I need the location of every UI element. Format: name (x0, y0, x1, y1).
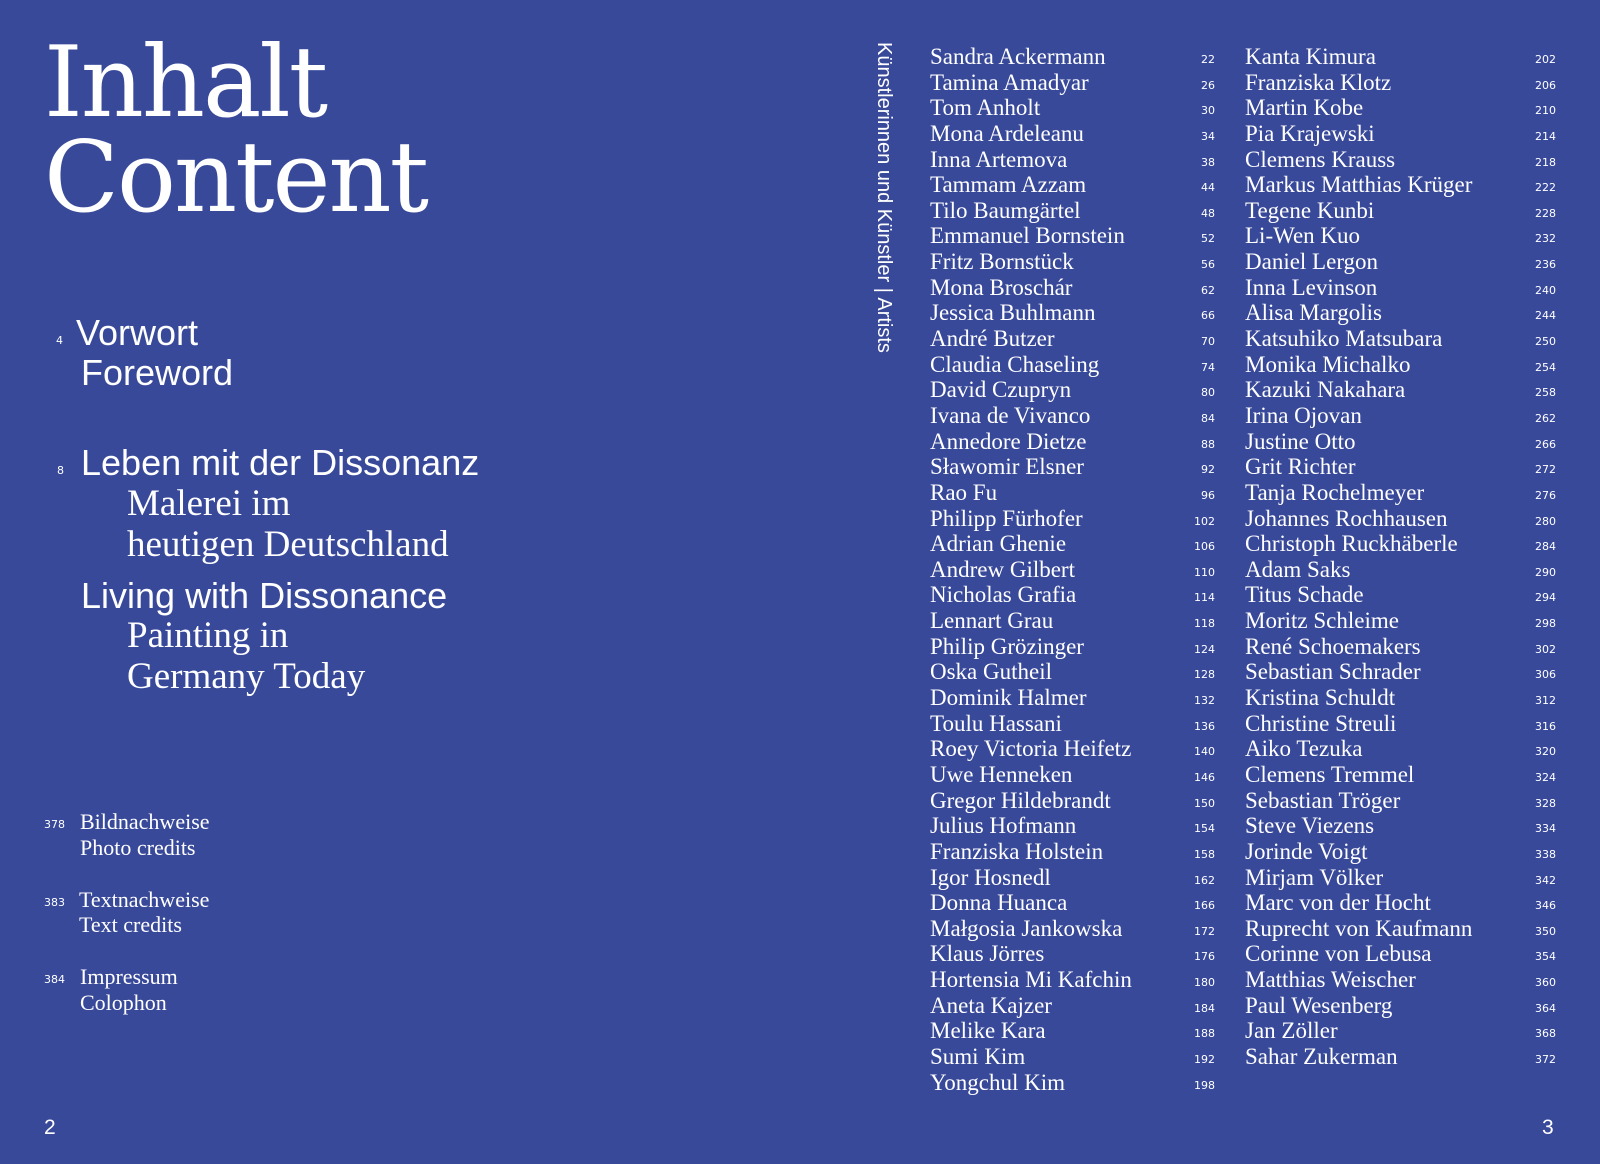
appendix-page-number: 383 (44, 896, 65, 909)
artist-entry[interactable] (1245, 275, 1556, 301)
artist-entry[interactable] (930, 326, 1215, 352)
artist-name: Annedore Dietze (930, 428, 1087, 454)
artist-page-number: 38 (1201, 155, 1215, 169)
artist-page-number: 48 (1201, 206, 1215, 220)
artist-name: Pia Krajewski (1245, 120, 1375, 146)
artist-entry[interactable] (1245, 480, 1556, 506)
artist-name: Johannes Rochhausen (1245, 505, 1448, 531)
artist-page-number: 172 (1194, 924, 1215, 938)
artist-name: Li-Wen Kuo (1245, 223, 1361, 249)
essay-subtitle-de-1: Malerei im (127, 483, 291, 524)
artist-entry[interactable] (1245, 839, 1556, 865)
artist-name: Marc von der Hocht (1245, 890, 1431, 916)
artist-entry[interactable] (1245, 147, 1556, 173)
essay-subtitle-de-2: heutigen Deutschland (127, 524, 449, 565)
artist-name: Ruprecht von Kaufmann (1245, 915, 1473, 941)
artist-page-number: 74 (1201, 360, 1215, 374)
artist-page-number: 290 (1535, 565, 1556, 579)
artist-page-number: 266 (1535, 437, 1556, 451)
artist-entry[interactable] (930, 711, 1215, 737)
artist-entry[interactable] (1245, 1044, 1556, 1070)
artist-page-number: 328 (1535, 796, 1556, 810)
artist-entry[interactable] (930, 865, 1215, 891)
artist-page-number: 342 (1535, 873, 1556, 887)
artist-name: René Schoemakers (1245, 633, 1421, 659)
artist-entry[interactable] (930, 454, 1215, 480)
artist-page-number: 154 (1194, 822, 1215, 836)
artist-page-number: 80 (1201, 386, 1215, 400)
artist-entry[interactable] (930, 121, 1215, 147)
artists-column-1 (930, 44, 1215, 1095)
artist-entry[interactable] (930, 993, 1215, 1019)
artist-page-number: 192 (1194, 1052, 1215, 1066)
artists-column-2 (1245, 44, 1556, 1070)
artist-name: Katsuhiko Matsubara (1245, 326, 1443, 352)
artist-name: Kristina Schuldt (1245, 685, 1396, 711)
artist-name: Claudia Chaseling (930, 351, 1100, 377)
artist-page-number: 232 (1535, 232, 1556, 246)
artist-entry[interactable] (930, 429, 1215, 455)
artist-page-number: 198 (1194, 1078, 1215, 1092)
artist-page-number: 66 (1201, 309, 1215, 323)
artist-name: Sandra Ackermann (930, 44, 1106, 69)
artist-entry[interactable] (1245, 762, 1556, 788)
artist-name: Aneta Kajzer (930, 992, 1052, 1018)
essay-title-de: Leben mit der Dissonanz (81, 442, 480, 483)
artist-page-number: 214 (1535, 129, 1556, 143)
artist-entry[interactable] (930, 44, 1215, 70)
artist-name: Igor Hosnedl (930, 864, 1051, 890)
artist-page-number: 84 (1201, 411, 1215, 425)
artist-page-number: 254 (1535, 360, 1556, 374)
artist-name: Kazuki Nakahara (1245, 377, 1406, 403)
artist-page-number: 218 (1535, 155, 1556, 169)
artist-page-number: 228 (1535, 206, 1556, 220)
artist-page-number: 106 (1194, 540, 1215, 554)
artist-name: Alisa Margolis (1245, 300, 1382, 326)
artist-entry[interactable] (930, 608, 1215, 634)
artist-page-number: 92 (1201, 463, 1215, 477)
artist-entry[interactable] (1245, 993, 1556, 1019)
artist-name: Tammam Azzam (930, 172, 1087, 198)
artist-name: Christoph Ruckhäberle (1245, 531, 1458, 557)
artist-entry[interactable] (1245, 454, 1556, 480)
artist-name: Clemens Krauss (1245, 146, 1396, 172)
artist-name: Clemens Tremmel (1245, 761, 1415, 787)
artist-name: Franziska Klotz (1245, 69, 1392, 95)
artist-page-number: 244 (1535, 309, 1556, 323)
artist-name: Toulu Hassani (930, 710, 1062, 736)
foreword-title-en: Foreword (81, 352, 234, 393)
artist-name: Kanta Kimura (1245, 44, 1376, 69)
artist-entry[interactable] (930, 659, 1215, 685)
artist-page-number: 62 (1201, 283, 1215, 297)
artist-name: Tom Anholt (930, 95, 1041, 121)
artist-page-number: 324 (1535, 770, 1556, 784)
artist-entry[interactable] (930, 352, 1215, 378)
artist-entry[interactable] (930, 736, 1215, 762)
artist-name: Tegene Kunbi (1245, 197, 1375, 223)
artist-entry[interactable] (1245, 557, 1556, 583)
artist-page-number: 284 (1535, 540, 1556, 554)
artist-name: Sławomir Elsner (930, 454, 1084, 480)
artist-entry[interactable] (1245, 967, 1556, 993)
page-title (44, 26, 427, 235)
artist-entry[interactable] (930, 70, 1215, 96)
artist-entry[interactable] (1245, 95, 1556, 121)
artist-name: Sebastian Tröger (1245, 787, 1401, 813)
artist-page-number: 26 (1201, 78, 1215, 92)
artist-page-number: 302 (1535, 642, 1556, 656)
artist-name: Philip Grözinger (930, 633, 1084, 659)
artist-name: Aiko Tezuka (1245, 736, 1363, 762)
artist-name: Christine Streuli (1245, 710, 1397, 736)
artist-name: Inna Levinson (1245, 274, 1378, 300)
artist-name: Adrian Ghenie (930, 531, 1067, 557)
artist-name: Oska Gutheil (930, 659, 1053, 685)
artist-entry[interactable] (1245, 634, 1556, 660)
artist-page-number: 210 (1535, 104, 1556, 118)
artist-entry[interactable] (1245, 531, 1556, 557)
artist-name: David Czupryn (930, 377, 1072, 403)
artist-entry[interactable] (1245, 506, 1556, 532)
artist-page-number: 146 (1194, 770, 1215, 784)
artist-entry[interactable] (1245, 403, 1556, 429)
artist-entry[interactable] (930, 223, 1215, 249)
artist-page-number: 294 (1535, 591, 1556, 605)
artist-entry[interactable] (930, 762, 1215, 788)
artist-name: Markus Matthias Krüger (1245, 172, 1473, 198)
artist-name: Małgosia Jankowska (930, 915, 1123, 941)
artist-page-number: 132 (1194, 694, 1215, 708)
artist-entry[interactable] (930, 403, 1215, 429)
artist-name: Monika Michalko (1245, 351, 1411, 377)
artist-entry[interactable] (930, 634, 1215, 660)
artist-page-number: 162 (1194, 873, 1215, 887)
artist-entry[interactable] (1245, 377, 1556, 403)
artist-page-number: 360 (1535, 976, 1556, 990)
artist-page-number: 158 (1194, 847, 1215, 861)
artist-entry[interactable] (930, 480, 1215, 506)
essay-title-en: Living with Dissonance (81, 575, 448, 616)
artist-name: Emmanuel Bornstein (930, 223, 1125, 249)
artist-page-number: 110 (1194, 565, 1215, 579)
artist-page-number: 140 (1194, 745, 1215, 759)
artist-page-number: 206 (1535, 78, 1556, 92)
artist-name: Irina Ojovan (1245, 402, 1362, 428)
artist-page-number: 298 (1535, 617, 1556, 631)
artist-name: Donna Huanca (930, 890, 1068, 916)
artist-name: Sahar Zukerman (1245, 1043, 1398, 1069)
artist-name: Corinne von Lebusa (1245, 941, 1432, 967)
appendix-title-de: Bildnachweise (80, 809, 210, 834)
artist-entry[interactable] (930, 685, 1215, 711)
artist-page-number: 272 (1535, 463, 1556, 477)
artist-page-number: 114 (1194, 591, 1215, 605)
artist-entry[interactable] (1245, 788, 1556, 814)
artist-name: Gregor Hildebrandt (930, 787, 1111, 813)
artist-page-number: 44 (1201, 181, 1215, 195)
artist-name: Steve Viezens (1245, 813, 1375, 839)
appendix-title-de: Impressum (80, 964, 178, 989)
artist-entry[interactable] (1245, 736, 1556, 762)
artist-page-number: 258 (1535, 386, 1556, 400)
artist-entry[interactable] (930, 275, 1215, 301)
artist-name: Sebastian Schrader (1245, 659, 1421, 685)
artist-name: Adam Saks (1245, 556, 1351, 582)
artist-entry[interactable] (1245, 198, 1556, 224)
artist-entry[interactable] (930, 813, 1215, 839)
artist-page-number: 96 (1201, 488, 1215, 502)
folio-right: 3 (1542, 1116, 1554, 1139)
artist-page-number: 22 (1201, 53, 1215, 66)
artist-name: Jan Zöller (1245, 1018, 1338, 1044)
artist-entry[interactable] (1245, 223, 1556, 249)
artist-entry[interactable] (1245, 890, 1556, 916)
artist-page-number: 334 (1535, 822, 1556, 836)
artist-name: Mona Broschár (930, 274, 1073, 300)
artist-page-number: 188 (1194, 1027, 1215, 1041)
artist-page-number: 364 (1535, 1001, 1556, 1015)
artist-name: Lennart Grau (930, 608, 1054, 634)
artist-page-number: 70 (1201, 335, 1215, 349)
artist-name: Tanja Rochelmeyer (1245, 479, 1425, 505)
artist-name: Mirjam Völker (1245, 864, 1384, 890)
artist-page-number: 312 (1535, 694, 1556, 708)
artist-name: Tilo Baumgärtel (930, 197, 1081, 223)
artist-entry[interactable] (1245, 941, 1556, 967)
artist-name: Jorinde Voigt (1245, 838, 1368, 864)
artist-page-number: 280 (1535, 514, 1556, 528)
artist-entry[interactable] (930, 531, 1215, 557)
artist-entry[interactable] (930, 582, 1215, 608)
artist-entry[interactable] (930, 1018, 1215, 1044)
artist-page-number: 306 (1535, 668, 1556, 682)
title-german: Inhalt (44, 26, 327, 140)
artist-page-number: 150 (1194, 796, 1215, 810)
artist-entry[interactable] (1245, 249, 1556, 275)
artist-page-number: 30 (1201, 104, 1215, 118)
artist-name: Roey Victoria Heifetz (930, 736, 1132, 762)
artists-section-label: Künstlerinnen und Künstler | Artists (873, 42, 895, 353)
artist-name: Sumi Kim (930, 1043, 1026, 1069)
artist-entry[interactable] (930, 890, 1215, 916)
artist-entry[interactable] (1245, 352, 1556, 378)
artist-entry[interactable] (1245, 711, 1556, 737)
artist-page-number: 372 (1535, 1052, 1556, 1066)
artist-name: Justine Otto (1245, 428, 1356, 454)
artist-name: Moritz Schleime (1245, 608, 1399, 634)
artist-name: Ivana de Vivanco (930, 402, 1091, 428)
artist-name: Mona Ardeleanu (930, 120, 1084, 146)
artist-name: Klaus Jörres (930, 941, 1045, 967)
artist-page-number: 346 (1535, 899, 1556, 913)
appendix-title-en: Colophon (80, 990, 167, 1015)
artist-entry[interactable] (1245, 44, 1556, 70)
artist-page-number: 350 (1535, 924, 1556, 938)
artist-entry[interactable] (930, 941, 1215, 967)
artist-entry[interactable] (930, 1044, 1215, 1070)
artist-name: Hortensia Mi Kafchin (930, 967, 1132, 993)
artist-entry[interactable] (1245, 1018, 1556, 1044)
artist-entry[interactable] (930, 1070, 1215, 1096)
artist-page-number: 136 (1194, 719, 1215, 733)
artist-page-number: 316 (1535, 719, 1556, 733)
artist-entry[interactable] (930, 916, 1215, 942)
artist-entry[interactable] (930, 506, 1215, 532)
artist-entry[interactable] (930, 249, 1215, 275)
artist-name: Inna Artemova (930, 146, 1068, 172)
artist-page-number: 118 (1194, 617, 1215, 631)
artist-page-number: 180 (1194, 976, 1215, 990)
artist-entry[interactable] (930, 377, 1215, 403)
artist-entry[interactable] (930, 557, 1215, 583)
artist-page-number: 202 (1535, 53, 1556, 66)
artist-page-number: 236 (1535, 258, 1556, 272)
artist-entry[interactable] (1245, 813, 1556, 839)
artist-entry[interactable] (930, 788, 1215, 814)
artist-entry[interactable] (930, 147, 1215, 173)
artist-entry[interactable] (1245, 865, 1556, 891)
artist-page-number: 276 (1535, 488, 1556, 502)
artist-page-number: 262 (1535, 411, 1556, 425)
artist-name: Nicholas Grafia (930, 582, 1077, 608)
artist-page-number: 184 (1194, 1001, 1215, 1015)
essay-subtitle-en-1: Painting in (127, 615, 289, 656)
appendix-title-de: Textnachweise (79, 887, 210, 912)
appendix-page-number: 378 (44, 818, 65, 831)
artist-entry[interactable] (1245, 608, 1556, 634)
artist-name: Yongchul Kim (930, 1069, 1066, 1095)
artist-entry[interactable] (930, 967, 1215, 993)
artist-name: Fritz Bornstück (930, 249, 1074, 275)
artist-entry[interactable] (1245, 70, 1556, 96)
artist-page-number: 368 (1535, 1027, 1556, 1041)
artist-name: Paul Wesenberg (1245, 992, 1393, 1018)
appendix-page-number: 384 (44, 973, 65, 986)
foreword-title-de: Vorwort (76, 312, 199, 353)
artist-page-number: 240 (1535, 283, 1556, 297)
artist-entry[interactable] (1245, 916, 1556, 942)
artist-page-number: 56 (1201, 258, 1215, 272)
artist-name: Martin Kobe (1245, 95, 1364, 121)
artist-name: Matthias Weischer (1245, 967, 1416, 993)
essay-subtitle-en-2: Germany Today (127, 656, 366, 697)
artist-page-number: 166 (1194, 899, 1215, 913)
artist-page-number: 52 (1201, 232, 1215, 246)
artist-page-number: 250 (1535, 335, 1556, 349)
artist-entry[interactable] (930, 839, 1215, 865)
artist-page-number: 320 (1535, 745, 1556, 759)
artist-page-number: 338 (1535, 847, 1556, 861)
title-english: Content (44, 121, 427, 235)
folio-left: 2 (44, 1116, 56, 1139)
artist-entry[interactable] (1245, 300, 1556, 326)
artist-name: Tamina Amadyar (930, 69, 1089, 95)
artist-name: Melike Kara (930, 1018, 1046, 1044)
artist-page-number: 124 (1194, 642, 1215, 656)
artist-name: Julius Hofmann (930, 813, 1077, 839)
artist-name: Rao Fu (930, 479, 998, 505)
artist-name: Dominik Halmer (930, 685, 1087, 711)
artist-name: Jessica Buhlmann (930, 300, 1096, 326)
artist-entry[interactable] (930, 300, 1215, 326)
appendix-title-en: Text credits (79, 912, 182, 937)
artist-name: Daniel Lergon (1245, 249, 1379, 275)
essay-page-number: 8 (57, 464, 64, 477)
artist-page-number: 34 (1201, 129, 1215, 143)
artist-name: Grit Richter (1245, 454, 1356, 480)
artist-page-number: 128 (1194, 668, 1215, 682)
artist-entry[interactable] (1245, 582, 1556, 608)
artist-name: Andrew Gilbert (930, 556, 1075, 582)
artist-name: Titus Schade (1245, 582, 1364, 608)
artist-entry[interactable] (1245, 685, 1556, 711)
artist-entry[interactable] (1245, 429, 1556, 455)
artist-entry[interactable] (930, 172, 1215, 198)
artist-name: André Butzer (930, 326, 1055, 352)
artist-entry[interactable] (1245, 326, 1556, 352)
artist-name: Philipp Fürhofer (930, 505, 1083, 531)
appendix-title-en: Photo credits (80, 835, 196, 860)
artist-entry[interactable] (930, 198, 1215, 224)
artist-page-number: 222 (1535, 181, 1556, 195)
artist-page-number: 354 (1535, 950, 1556, 964)
artist-entry[interactable] (1245, 172, 1556, 198)
artist-name: Uwe Henneken (930, 761, 1073, 787)
artist-name: Franziska Holstein (930, 838, 1104, 864)
artist-page-number: 102 (1194, 514, 1215, 528)
foreword-page-number: 4 (56, 334, 63, 347)
artist-entry[interactable] (1245, 121, 1556, 147)
artist-entry[interactable] (1245, 659, 1556, 685)
artist-page-number: 88 (1201, 437, 1215, 451)
artist-entry[interactable] (930, 95, 1215, 121)
artist-page-number: 176 (1194, 950, 1215, 964)
